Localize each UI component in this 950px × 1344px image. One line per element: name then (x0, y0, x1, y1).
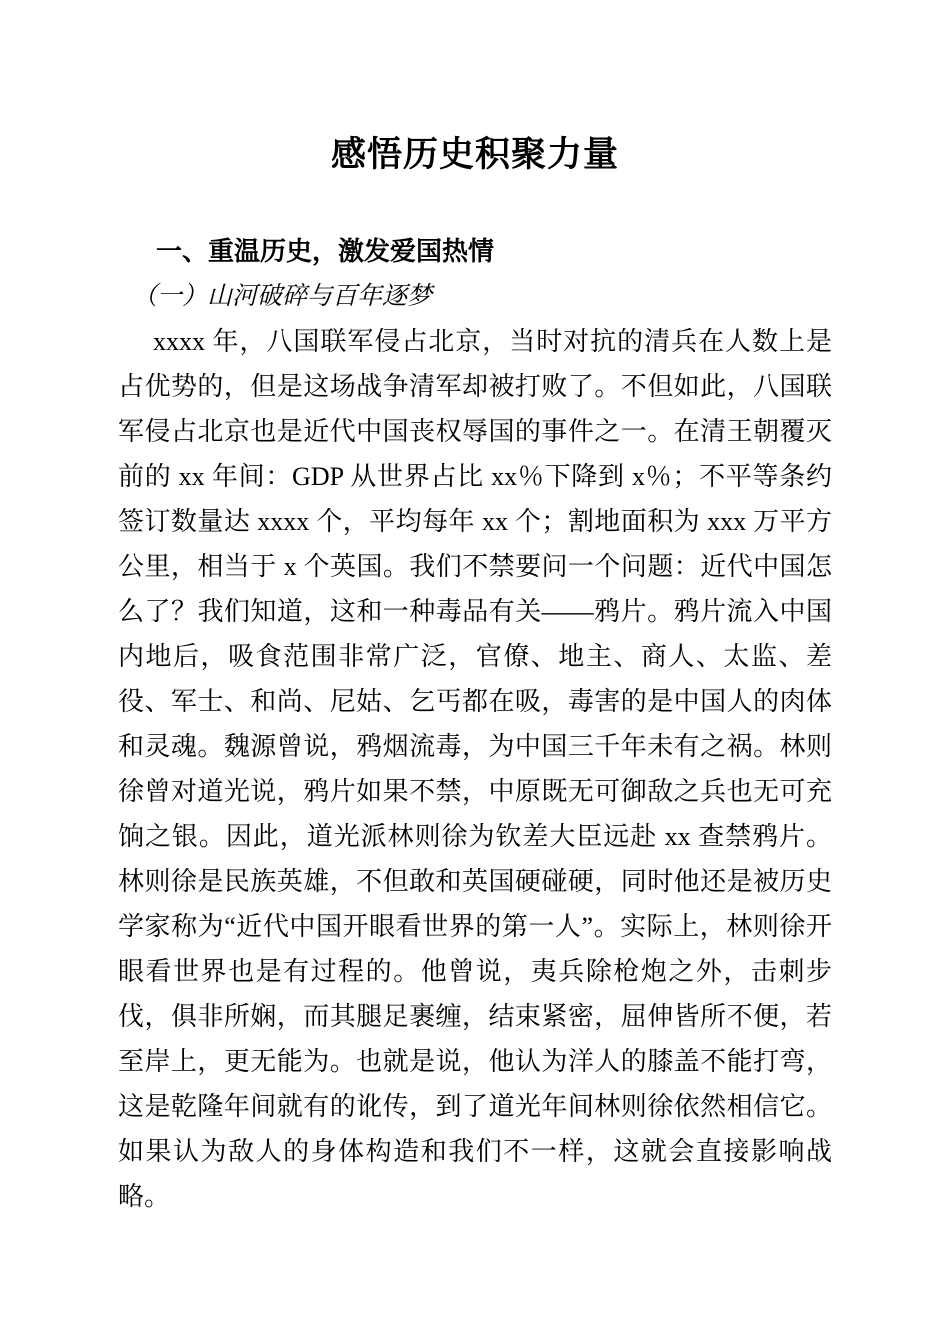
document-title: 感悟历史积聚力量 (330, 135, 619, 174)
section-heading: 一、重温历史，激发爱国热情 (156, 236, 495, 266)
subsection-heading: （一）山河破碎与百年逐梦 (132, 283, 433, 310)
body-paragraph: xxxx 年，八国联军侵占北京，当时对抗的清兵在人数上是占优势的，但是这场战争清军却被打败了。不但如此，八国联军侵占北京也是近代中国丧权辱国的事件之一。在清王朝覆灭前的 xx 年间：GDP 从世界占比 xx％下降到 x％；不平等条约签订数量达 xxxx 个，平均每年 xx 个；割地面积为 xxx 万平方公里，相当于 x 个英国。我们不禁要问一个问题：近代中国怎么了？我们知道，这和一种毒品有关——鸦片。鸦片流入中国内地后，吸食范围非常广泛，官僚、地主、商人、太监、差役、军士、和尚、尼姑、乞丐都在吸，毒害的是中国人的肉体和灵魂。魏源曾说，鸦烟流毒，为中国三千年未有之祸。林则徐曾对道光说，鸦片如果不禁，中原既无可御敌之兵也无可充饷之银。因此，道光派林则徐为钦差大臣远赴 xx 查禁鸦片。林则徐是民族英雄，不但敢和英国硬碰硬，同时他还是被历史学家称为“近代中国开眼看世界的第一人”。实际上，林则徐开眼看世界也是有过程的。他曾说，夷兵除枪炮之外，击刺步伐，俱非所娴，而其腿足裹缠，结束紧密，屈伸皆所不便，若至岸上，更无能为。也就是说，他认为洋人的膝盖不能打弯，这是乾隆年间就有的讹传，到了道光年间林则徐依然相信它。如果认为敌人的身体构造和我们不一样，这就会直接影响战略。 (118, 327, 832, 1211)
